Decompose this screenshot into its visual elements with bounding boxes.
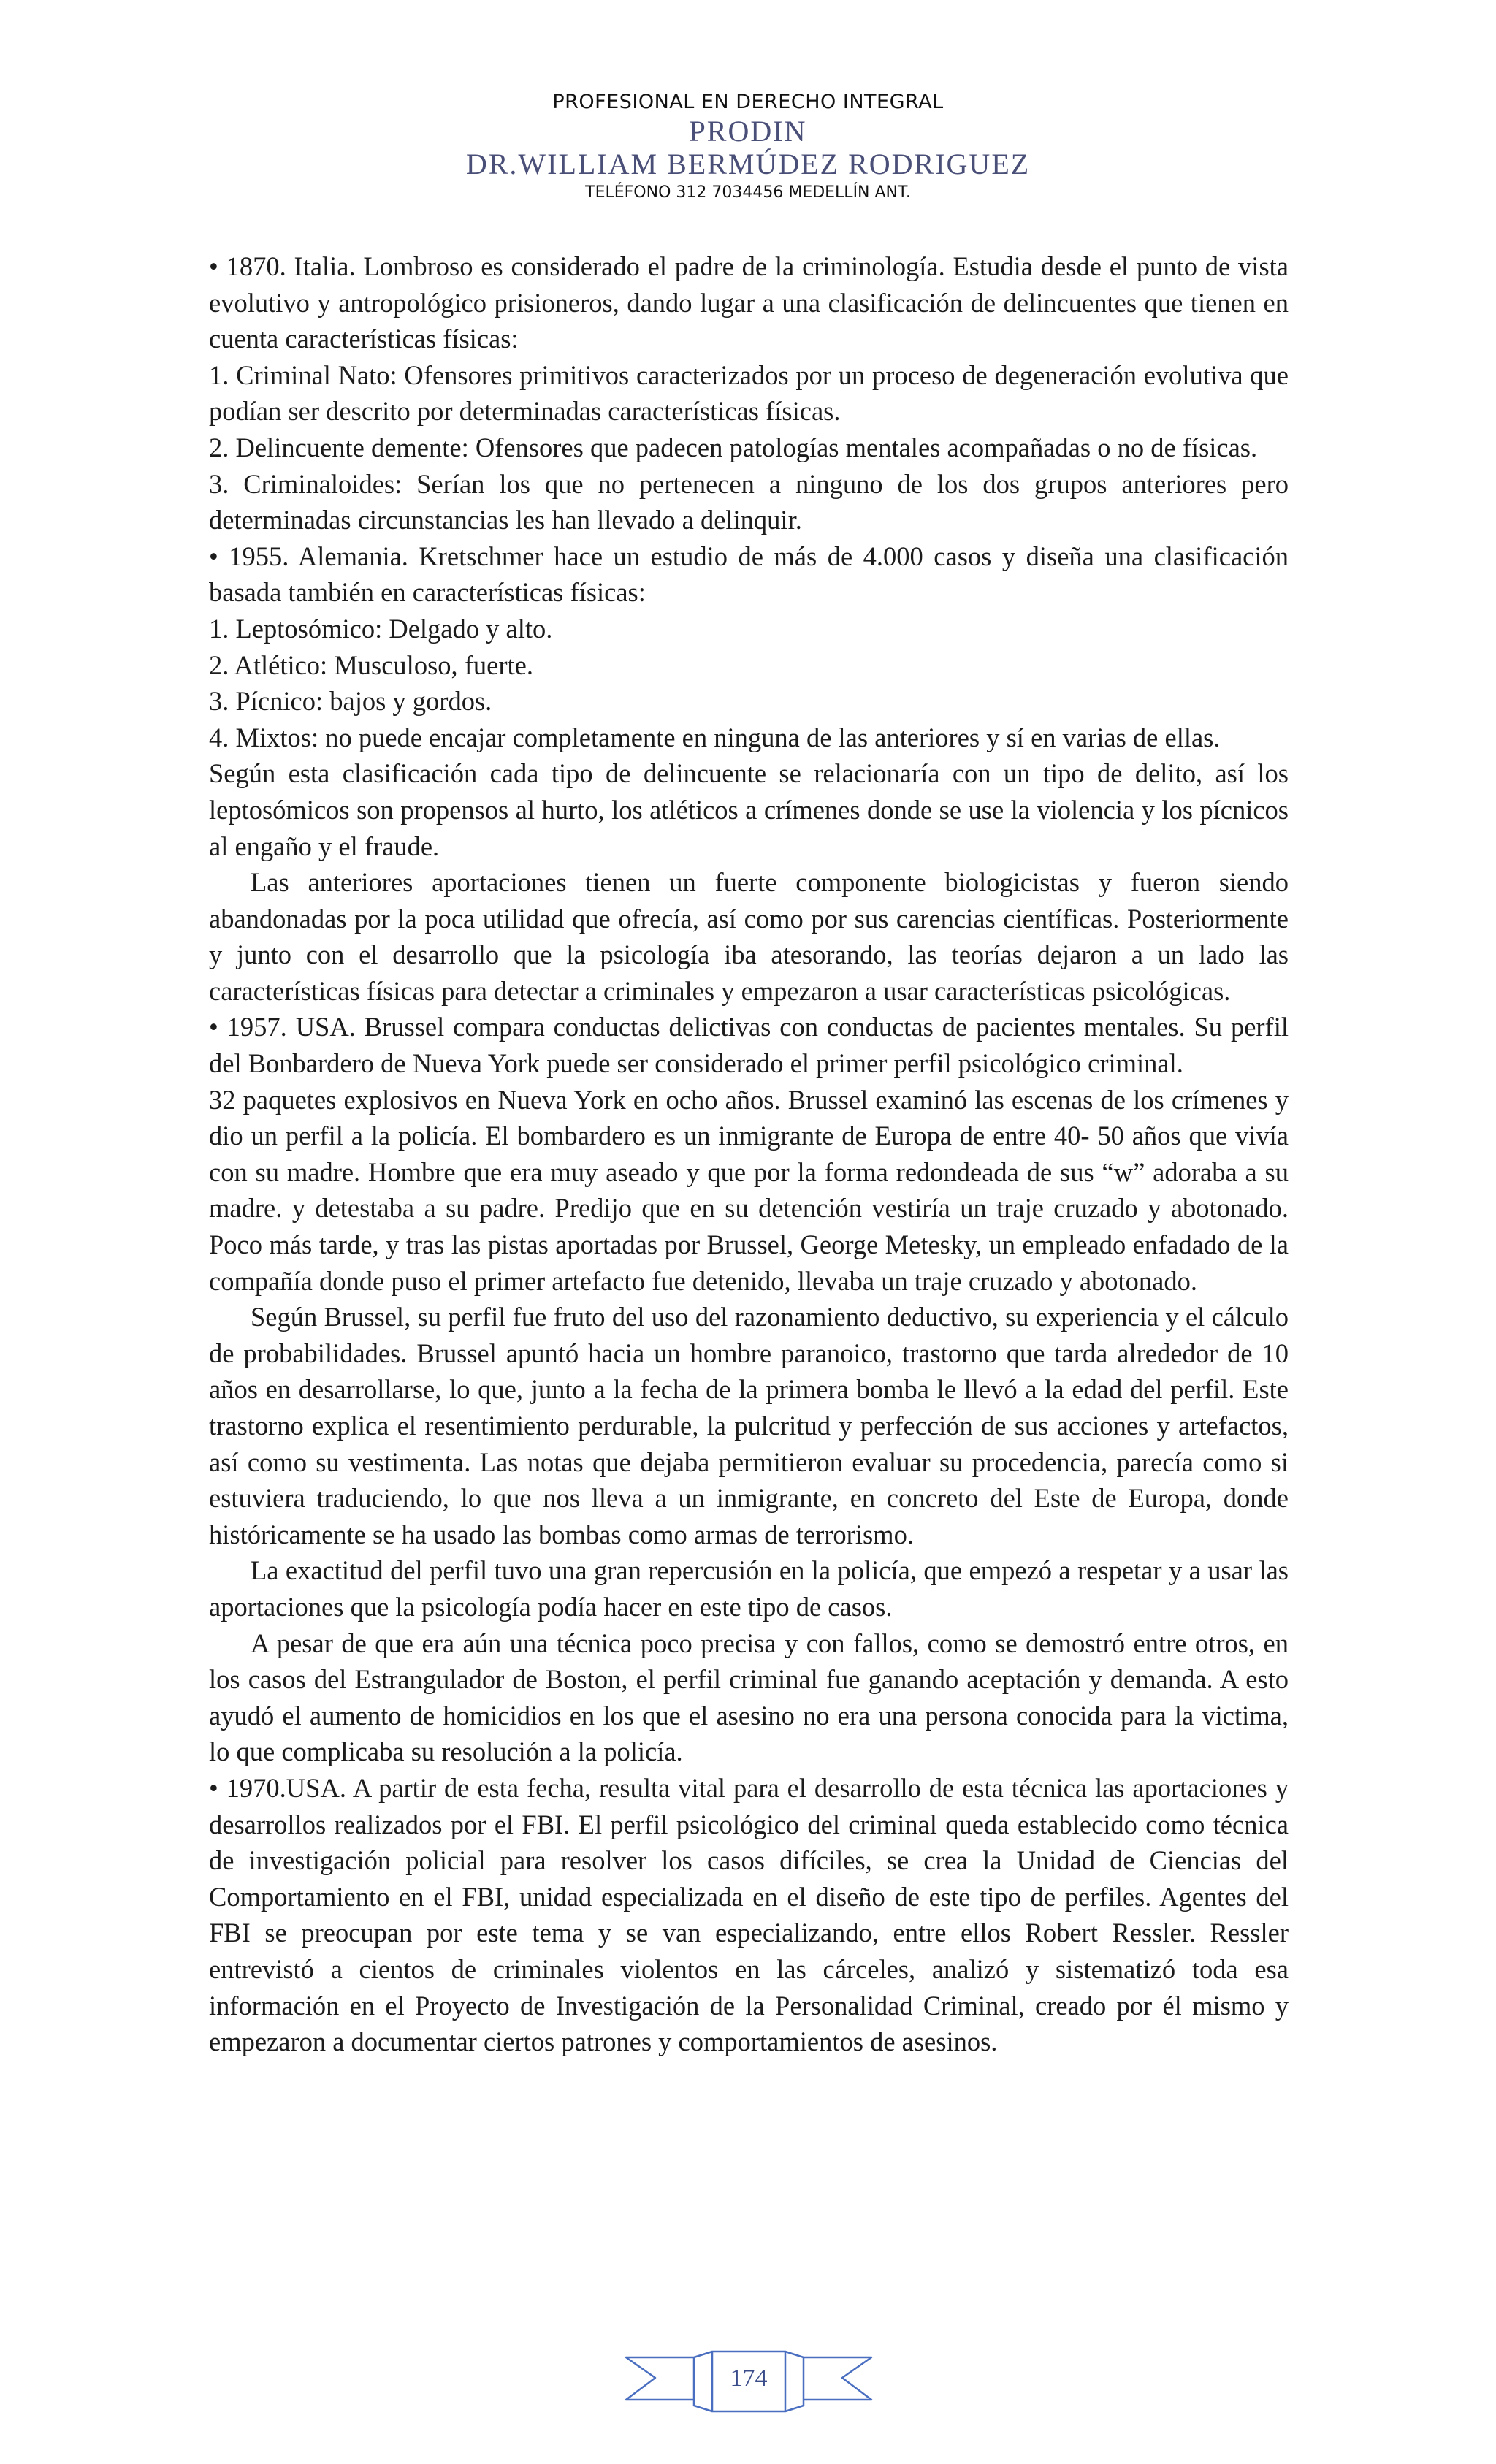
list-item-picnico: 3. Pícnico: bajos y gordos. [209,686,492,717]
list-item-mixtos: 4. Mixtos: no puede encajar completamente en ninguna de las anteriores y sí en varias de ellas. [209,722,1221,752]
header-phone: TELÉFONO 312 7034456 MEDELLÍN ANT. [585,183,911,202]
paragraph-clasificacion: Según esta clasificación cada tipo de delincuente se relacionaría con un tipo de delito, así los leptosómicos son propensos al hurto, los atléticos a crímenes donde se use la violencia y los pícnicos al engaño y el fraude. [209,758,1289,861]
page-number: 174 [730,2365,768,2392]
header-acronym: PRODIN [689,115,807,148]
paragraph-aportaciones: Las anteriores aportaciones tienen un fuerte componente biologicistas y fueron siendo abandonadas por la poca utilidad que ofrecía, así como por sus carencias científicas. Posteriormente y junto con el desarrollo que la psicología iba atesorando, las teorías dejaron a un lado las características físicas para detectar a criminales y empezaron a usar características psicológicas. [209,867,1289,1006]
list-item-delincuente-demente: 2. Delincuente demente: Ofensores que padecen patologías mentales acompañadas o no de físicas. [209,432,1258,462]
page-header [0,89,1496,205]
page-footer [625,2347,873,2414]
list-item-leptosomico: 1. Leptosómico: Delgado y alto. [209,613,553,644]
paragraph-italia-1870: • 1870. Italia. Lombroso es considerado el padre de la criminología. Estudia desde el punto de vista evolutivo y antropológico prisioneros, dando lugar a una clasificación de delincuentes que tienen en cuenta características físicas: [209,251,1289,354]
header-author: DR.WILLIAM BERMÚDEZ RODRIGUEZ [465,148,1031,180]
list-item-criminal-nato: 1. Criminal Nato: Ofensores primitivos caracterizados por un proceso de degeneración evolutiva que podían ser descrito por determinadas características físicas. [209,359,1289,427]
paragraph-usa-1970: • 1970.USA. A partir de esta fecha, resulta vital para el desarrollo de esta técnica las aportaciones y desarrollos realizados por el FBI. El perfil psicológico del criminal queda establecido como técnica de investigación policial para resolver los casos difíciles, se crea la Unidad de Ciencias del Comportamiento en el FBI, unidad especializada en el diseño de este tipo de perfiles. Agentes del FBI se preocupan por este tema y se van especializando, entre ellos Robert Ressler. Ressler entrevistó a cientos de criminales violentos en las cárceles, analizó y sistematizó toda esa información en el Proyecto de Investigación de la Personalidad Criminal, creado por él mismo y empezaron a documentar ciertos patrones y comportamientos de asesinos. [209,1772,1289,2057]
paragraph-exactitud: La exactitud del perfil tuvo una gran repercusión en la policía, que empezó a respetar y a usar las aportaciones que la psicología podía hacer en este tipo de casos. [209,1555,1289,1622]
paragraph-alemania-1955: • 1955. Alemania. Kretschmer hace un estudio de más de 4.000 casos y diseña una clasificación basada también en características físicas: [209,541,1289,608]
paragraph-paquetes-explosivos: 32 paquetes explosivos en Nueva York en ocho años. Brussel examinó las escenas de los crímenes y dio un perfil a la policía. El bombardero es un inmigrante de Europa de entre 40- 50 años que vivía con su madre. Hombre que era muy aseado y que por la forma redondeada de sus “w” adoraba a su madre. y detestaba a su padre. Predijo que en su detención vestiría un traje cruzado y abotonado. Poco más tarde, y tras las pistas aportadas por Brussel, George Metesky, un empleado enfadado de la compañía donde puso el primer artefacto fue detenido, llevaba un traje cruzado y abotonado. [209,1084,1342,1296]
paragraph-a-pesar: A pesar de que era aún una técnica poco precisa y con fallos, como se demostró entre otros, en los casos del Estrangulador de Boston, el perfil criminal fue ganando aceptación y demanda. A esto ayudó el aumento de homicidios en los que el asesino no era una persona conocida para la victima, lo que complicaba su resolución a la policía. [209,1628,1289,1767]
paragraph-segun-brussel: Según Brussel, su perfil fue fruto del uso del razonamiento deductivo, su experiencia y el cálculo de probabilidades. Brussel apuntó hacia un hombre paranoico, trastorno que tarda alrededor de 10 años en desarrollarse, lo que, junto a la fecha de la primera bomba le llevó a la edad del perfil. Este trastorno explica el resentimiento perdurable, la pulcritud y perfección de sus acciones y artefactos, así como su vestimenta. Las notas que dejaba permitieron evaluar su procedencia, parecía como si estuviera traduciendo, lo que nos lleva a un inmigrante, en concreto del Este de Europa, donde históricamente se ha usado las bombas como armas de terrorismo. [209,1302,1289,1549]
paragraph-usa-1957: • 1957. USA. Brussel compara conductas delictivas con conductas de pacientes mentales. Su perfil del Bonbardero de Nueva York puede ser considerado el primer perfil psicológico criminal. [209,1012,1289,1079]
header-organization: PROFESIONAL EN DERECHO INTEGRAL [552,91,944,113]
list-item-criminaloides: 3. Criminaloides: Serían los que no pertenecen a ninguno de los dos grupos anteriores pero determinadas circunstancias les han llevado a delinquir. [209,468,1289,535]
list-item-atletico: 2. Atlético: Musculoso, fuerte. [209,649,534,680]
document-body [209,248,1342,2060]
